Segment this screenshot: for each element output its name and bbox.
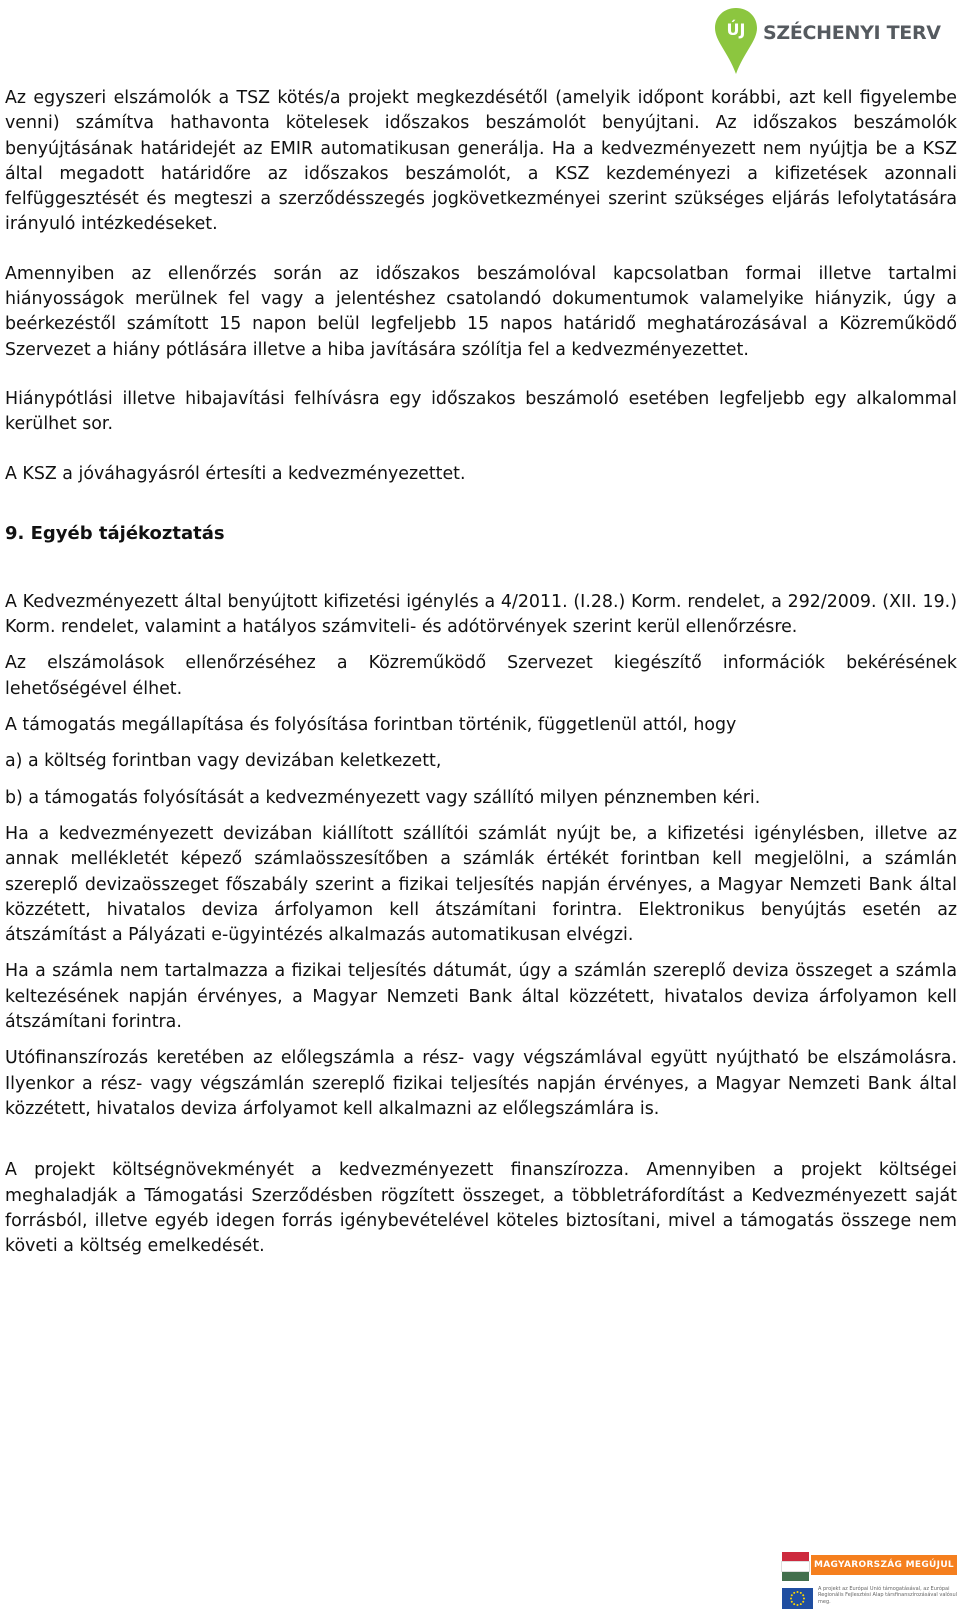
logo-mark-text: ÚJ xyxy=(726,20,746,39)
list-item: a) a költség forintban vagy devizában keletkezett, xyxy=(5,751,442,772)
magyarorszag-megujul-logo xyxy=(782,1552,960,1614)
paragraph: Utófinanszírozás keretében az előlegszámla a rész- vagy végszámlával együtt nyújtható be elszámolásra. Ilyenkor a rész- vagy végszámlán szereplő fizikai teljesítés napján érvényes, a Magyar Nemzeti Bank által közzétett, hivatalos deviza árfolyamot kell alkalmazni az előlegszámlára is. xyxy=(5,1048,957,1119)
paragraph: Az egyszeri elszámolók a TSZ kötés/a projekt megkezdésétől (amelyik időpont korábbi, azt kell figyelembe venni) számítva hathavonta kötelesek időszakos beszámolót benyújtani. Az időszakos beszámolók benyújtásának határidejét az EMIR automatikusan generálja. Ha a kedvezményezett nem nyújtja be a KSZ által megadott határidőre az időszakos beszámolót, a KSZ kezdeményezi a kifizetések azonnali felfüggesztését és megteszi a szerződésszegés jogkövetkezményei szerint szükséges eljárás lefolytatására irányuló intézkedéseket. xyxy=(5,88,957,235)
logo-wordmark: SZÉCHENYI TERV xyxy=(763,22,941,44)
footer-banner: MAGYARORSZÁG MEGÚJUL xyxy=(811,1555,957,1575)
paragraph: Amennyiben az ellenőrzés során az időszakos beszámolóval kapcsolatban formai illetve tartalmi hiányosságok merülnek fel vagy a jelentéshez csatolandó dokumentumok valamelyike hiányzik, úgy a beérkezéstől számított 15 napon belül legfeljebb 15 napos határidő meghatározásával a Közreműködő Szervezet a hiány pótlására illetve a hiba javítására szólítja fel a kedvezményezettet. xyxy=(5,263,957,360)
paragraph: Ha a számla nem tartalmazza a fizikai teljesítés dátumát, úgy a számlán szereplő deviza összeget a számla keltezésének napján érvényes, a Magyar Nemzeti Bank által közzétett, hivatalos deviza árfolyamon kell átszámítani forintra. xyxy=(5,961,957,1033)
paragraph: Hiánypótlási illetve hibajavítási felhívásra egy időszakos beszámoló esetében legfeljebb egy alkalommal kerülhet sor. xyxy=(5,388,957,435)
hungarian-flag-icon xyxy=(782,1552,809,1581)
paragraph: A Kedvezményezett által benyújtott kifizetési igénylés a 4/2011. (I.28.) Korm. rendelet, a 292/2009. (XII. 19.) Korm. rendelet, valamint a hatályos számviteli- és adótörvények szerint kerül ellenőrzésre. xyxy=(5,591,957,638)
eu-funding-text: A projekt az Európai Unió támogatásával, az Európai Regionális Fejlesztési Alap társfinanszírozásával valósul meg. xyxy=(818,1586,958,1605)
szechenyi-terv-logo xyxy=(712,6,942,80)
paragraph: A KSZ a jóváhagyásról értesíti a kedvezményezettet. xyxy=(5,463,466,484)
paragraph: Ha a kedvezményezett devizában kiállított szállítói számlát nyújt be, a kifizetési igénylésben, illetve az annak mellékletét képező számlaösszesítőben a számlák értékét forintban kell megjelölni, a számlán szereplő devizaösszeget főszabály szerint a fizikai teljesítés napján érvényes, a Magyar Nemzeti Bank által közzétett, hivatalos deviza árfolyamon kell átszámítani forintra. Elektronikus benyújtás esetén az átszámítást a Pályázati e-ügyintézés alkalmazás automatikusan elvégzi. xyxy=(5,823,957,946)
paragraph: A projekt költségnövekményét a kedvezményezett finanszírozza. Amennyiben a projekt költségei meghaladják a Támogatási Szerződésben rögzített összeget, a többletráfordítást a Kedvezményezett saját forrásból, illetve egyéb idegen forrás igénybevételével köteles biztosítani, mivel a támogatás összege nem követi a költség emelkedését. xyxy=(5,1160,957,1257)
section-heading: 9. Egyéb tájékoztatás xyxy=(5,522,225,544)
szechenyi-terv-mark-icon xyxy=(712,6,760,78)
paragraph: Az elszámolások ellenőrzéséhez a Közreműködő Szervezet kiegészítő információk bekérésének lehetőségével élhet. xyxy=(5,653,957,699)
paragraph: A támogatás megállapítása és folyósítása forintban történik, függetlenül attól, hogy xyxy=(5,715,737,736)
document-body xyxy=(5,80,957,1259)
eu-flag-icon xyxy=(782,1588,813,1609)
list-item: b) a támogatás folyósítását a kedvezményezett vagy szállító milyen pénznemben kéri. xyxy=(5,787,761,808)
